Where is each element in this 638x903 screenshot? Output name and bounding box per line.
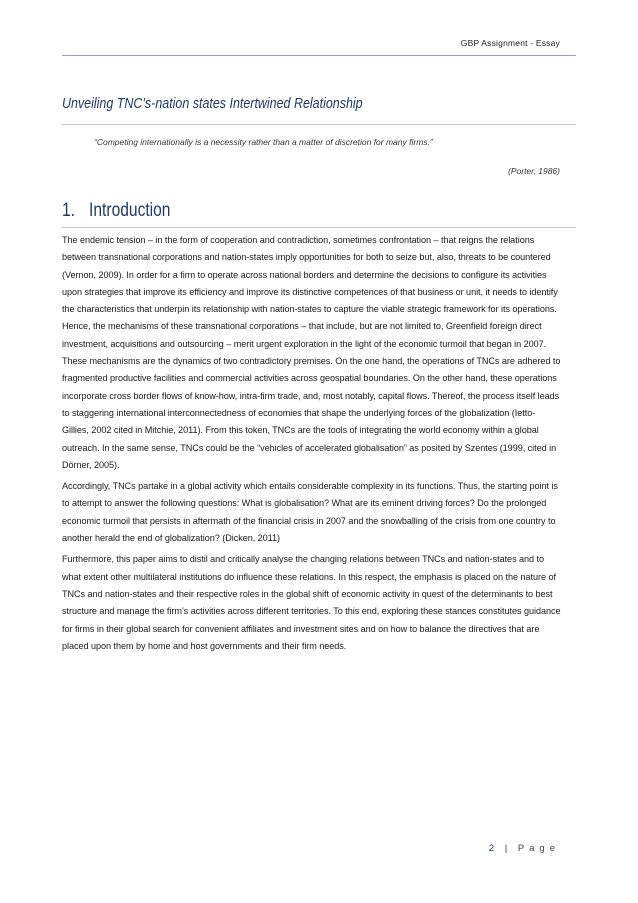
section-number: 1. — [62, 200, 76, 221]
footer-separator: | — [504, 843, 511, 854]
body-text — [62, 232, 562, 659]
header-divider — [62, 55, 576, 56]
title-divider — [62, 124, 576, 125]
page-label: Page — [517, 843, 560, 854]
section-title: Introduction — [89, 200, 171, 221]
section-heading — [62, 200, 170, 222]
document-title: Unveiling TNC’s-nation states Intertwined Relationship — [62, 96, 363, 112]
running-header: GBP Assignment - Essay — [460, 38, 560, 48]
paragraph: Accordingly, TNCs partake in a global activity which entails considerable complexity in its functions. Thus, the starting point is to attempt to answer the following questions: What is globalisation? What are its eminent driving forces? Do the prolonged economic turmoil that persists in aftermath of the financial crisis in 2007 and the snowballing of the crisis from one country to another herald the end of globalization? (Dicken, 2011) — [62, 481, 558, 544]
section-divider — [62, 227, 576, 228]
paragraph: The endemic tension – in the form of cooperation and contradiction, sometimes confrontation – that reigns the relations between transnational corporations and nation-states imply opportunities for both to seize but, also, threats to be countered (Vernon, 2009). In order for a firm to operate across national borders and determine the decisions to configure its activities upon strategies that improve its efficiency and improve its distinctive competences of that business or unit, it needs to identify the characteristics that underpin its relationship with nation-states to capture the viable strategic framework for its operations. Hence, the mechanisms of these transnational corporations – that include, but are not limited to, Greenfield foreign direct investment, acquisitions and outsourcing – merit urgent exploration in the light of the economic turmoil that began in 2007. These mechanisms are the dynamics of two contradictory premises. On the one hand, the operations of TNCs are adhered to fragmented productive facilities and commercial activities across geospatial boundaries. On the other hand, these operations incorporate cross border flows of know-how, intra-firm trade, and, most notably, capital flows. Thereof, the process itself leads to staggering international interconnectedness of economies that shape the underlying forces of the globalization (Ietto-Gillies, 2002 cited in Mitchie, 2011). From this token, TNCs are the tools of integrating the world economy within a global outreach. In the same sense, TNCs could be the “vehicles of accelerated globalisation” as posited by Szentes (1999, cited in Dörner, 2005). — [62, 235, 561, 470]
epigraph-quote: “Competing internationally is a necessity rather than a matter of discretion for many firms.” — [94, 137, 433, 147]
page-footer — [489, 843, 560, 854]
paragraph: Furthermore, this paper aims to distil and critically analyse the changing relations between TNCs and nation-states and to what extent other multilateral institutions do influence these relations. In this respect, the emphasis is placed on the nature of TNCs and nation-states and their respective roles in the global shift of economic activity in quest of the determinants to best structure and manage the firm’s activities across different territories. To this end, exploring these stances constitutes guidance for firms in their global search for convenient affiliates and investment sites and on how to balance the directives that are placed upon them by home and host governments and their firm needs. — [62, 554, 561, 651]
page-number: 2 — [488, 843, 498, 854]
epigraph-citation: (Porter, 1986) — [508, 166, 560, 176]
